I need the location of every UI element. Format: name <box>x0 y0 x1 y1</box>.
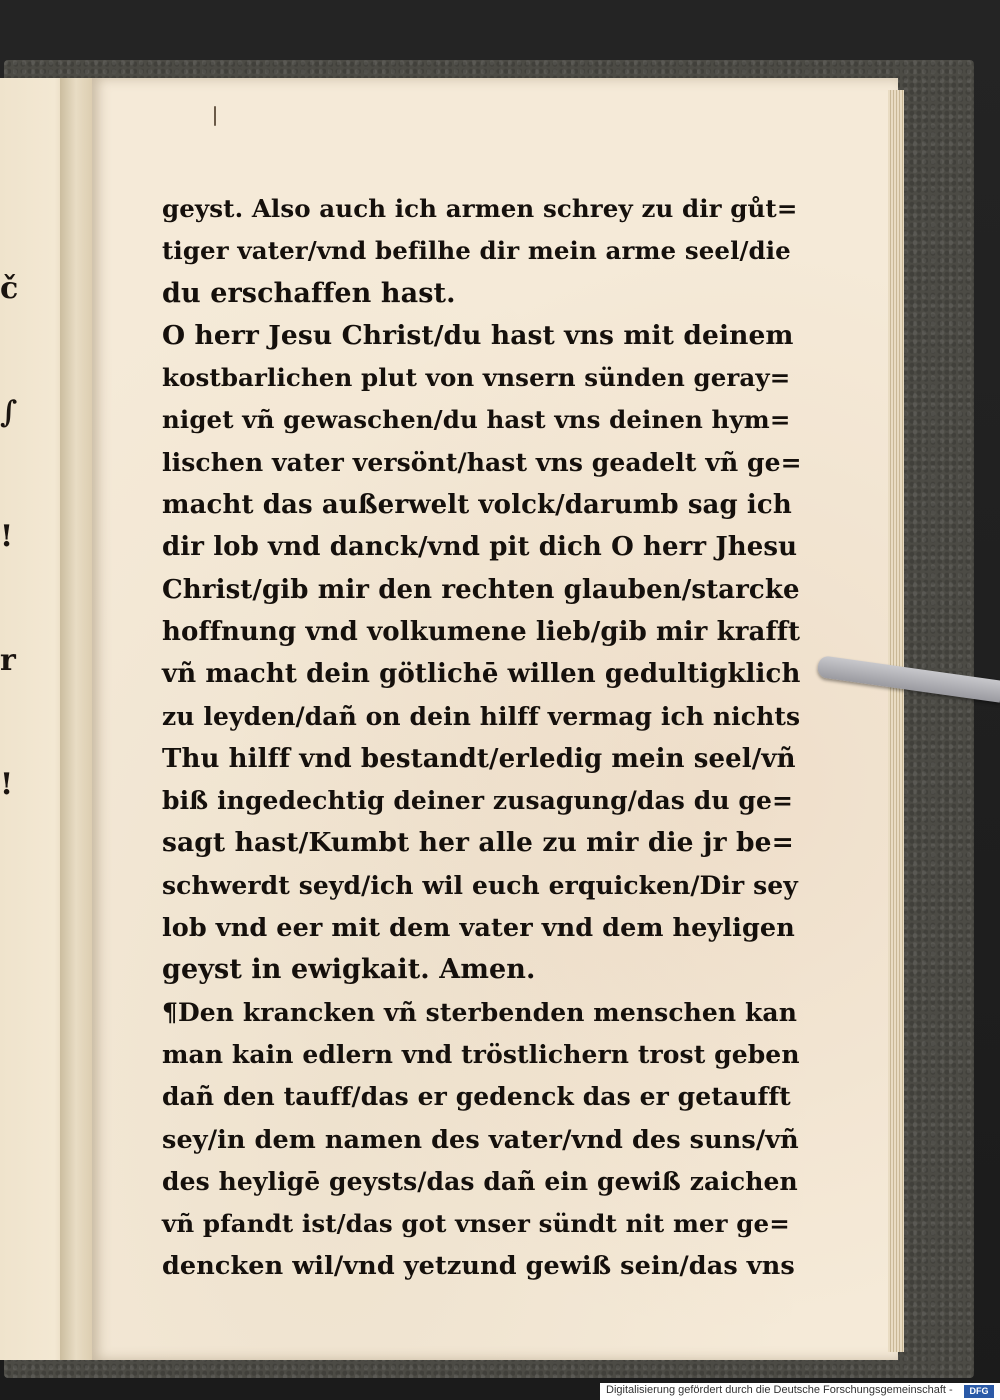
footer-credit: Digitalisierung gefördert durch die Deutsche Forschungsgemeinschaft - <box>606 1384 953 1396</box>
text-line: Christ/gib mir den rechten glauben/starcke <box>162 574 800 605</box>
text-line: dir lob vnd danck/vnd pit dich O herr Jhesu <box>162 532 798 563</box>
page-mark <box>214 106 216 126</box>
text-line: O herr Jesu Christ/du hast vns mit deinem <box>162 319 794 351</box>
text-line: zu leyden/dañ on dein hilff vermag ich nichts <box>162 701 801 731</box>
text-line: man kain edlern vnd tröstlichern trost geben <box>162 1039 800 1069</box>
text-line: lischen vater versönt/hast vns geadelt vñ ge= <box>162 447 802 477</box>
text-line: des heyligē geysts/das dañ ein gewiß zaichen <box>162 1166 798 1196</box>
text-line: lob vnd eer mit dem vater vnd dem heyligen <box>162 913 795 944</box>
text-line: sagt hast/Kumbt her alle zu mir die jr be= <box>162 827 794 859</box>
page-text <box>162 188 802 1288</box>
text-line: tiger vater/vnd befilhe dir mein arme seel/die <box>162 236 791 266</box>
text-line: macht das außerwelt volck/darumb sag ich <box>162 490 792 521</box>
text-line: schwerdt seyd/ich wil euch erquicken/Dir sey <box>162 870 798 900</box>
text-line: vñ macht dein götlichē willen gedultigklich <box>162 659 801 690</box>
text-line: Thu hilff vnd bestandt/erledig mein seel/vñ <box>162 743 796 774</box>
text-line: du erschaffen hast. <box>162 277 456 309</box>
text-line: kostbarlichen plut von vnsern sünden geray= <box>162 363 791 393</box>
left-page-edge-text: č ∫ ! r ! <box>0 271 19 802</box>
text-line: geyst. Also auch ich armen schrey zu dir gůt= <box>162 194 798 223</box>
text-line: niget vñ gewaschen/du hast vns deinen hym= <box>162 405 791 435</box>
text-line: geyst in ewigkait. Amen. <box>162 954 536 986</box>
dfg-logo: DFG <box>964 1385 994 1398</box>
text-line: hoffnung vnd volkumene lieb/gib mir krafft <box>162 616 801 647</box>
text-line: dañ den tauff/das er gedenck das er getaufft <box>162 1082 791 1112</box>
text-line: sey/in dem namen des vater/vnd des suns/vñ <box>162 1124 799 1155</box>
page-edges <box>888 90 904 1352</box>
text-line: vñ pfandt ist/das got vnser sündt nit mer ge= <box>162 1209 790 1239</box>
text-line: dencken wil/vnd yetzund gewiß sein/das vns <box>162 1251 795 1282</box>
text-line: biß ingedechtig deiner zusagung/das du ge= <box>162 786 794 816</box>
text-line: ¶Den krancken vñ sterbenden menschen kan <box>162 997 797 1027</box>
